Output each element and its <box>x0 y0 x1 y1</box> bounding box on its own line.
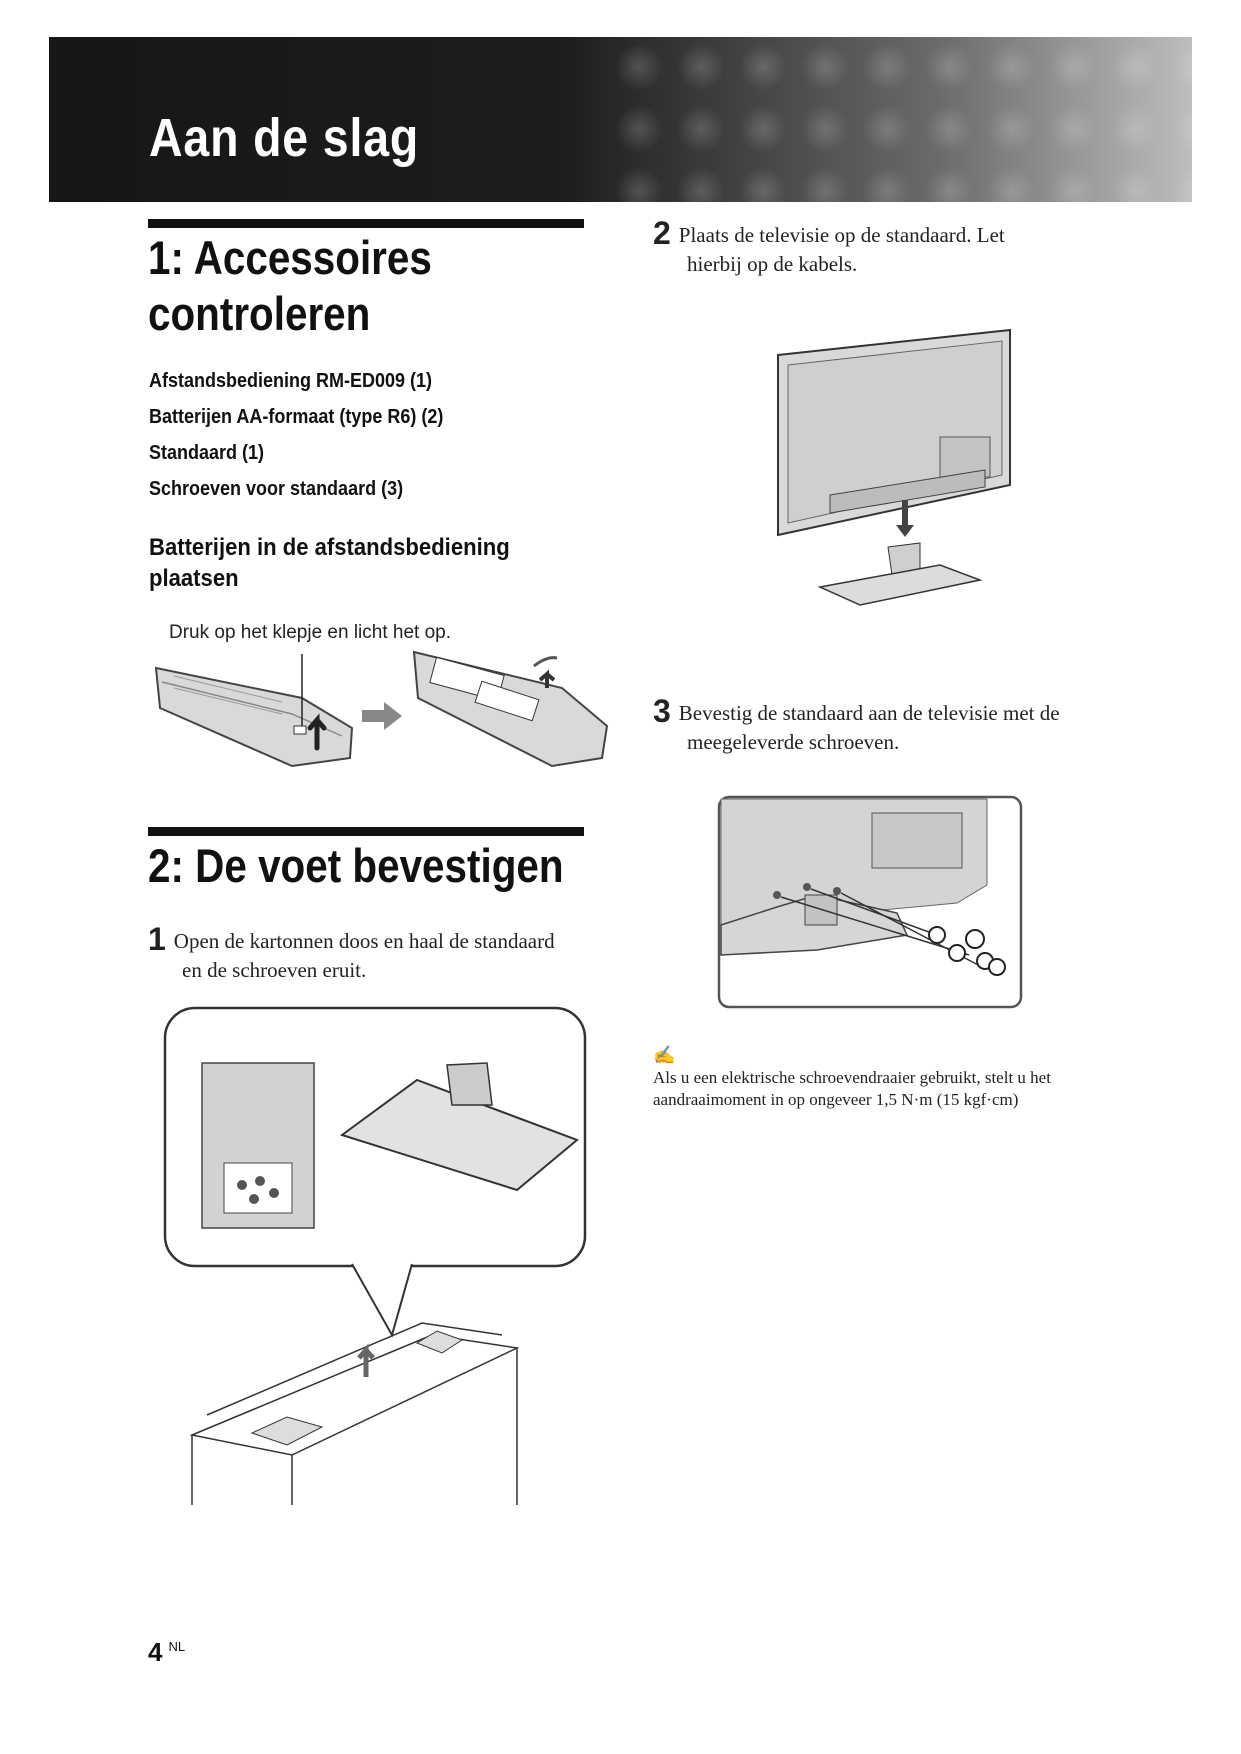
list-item: Batterijen AA-formaat (type R6) (2) <box>149 406 444 428</box>
note-pencil-icon: ✍ <box>653 1045 676 1065</box>
step-2 <box>653 215 1123 279</box>
battery-subheading: Batterijen in de afstandsbediening plaatsen <box>149 534 510 592</box>
box-unpacking-illustration <box>162 1005 592 1515</box>
screw-attach-illustration <box>717 795 1023 1009</box>
step-text-cont: meegeleverde schroeven. <box>687 730 900 754</box>
remote-caption: Druk op het klepje en licht het op. <box>169 622 452 643</box>
torque-note <box>653 1045 1113 1111</box>
list-item: Standaard (1) <box>149 442 265 464</box>
step-1 <box>148 921 598 985</box>
chapter-title: Aan de slag <box>149 108 420 168</box>
step-text-cont: hierbij op de kabels. <box>687 252 858 276</box>
step-number: 1 <box>148 921 166 957</box>
page-number <box>148 1637 185 1668</box>
section-rule <box>148 827 584 836</box>
note-text-line1: Als u een elektrische schroevendraaier gebruikt, stelt u het <box>653 1068 1051 1087</box>
section-rule <box>148 219 584 228</box>
step-3 <box>653 693 1123 757</box>
step-text: Bevestig de standaard aan de televisie met de <box>678 701 1060 725</box>
section-1-title-line2: controleren <box>148 287 371 340</box>
accessories-list <box>149 363 476 507</box>
list-item: Schroeven voor standaard (3) <box>149 478 404 500</box>
note-text-line2: aandraaimoment in op ongeveer 1,5 N·m (15 kgf·cm) <box>653 1090 1019 1109</box>
step-text-cont: en de schroeven eruit. <box>182 958 367 982</box>
section-1-title <box>148 230 432 342</box>
section-2-title: 2: De voet bevestigen <box>148 839 564 892</box>
page-number-value: 4 <box>148 1637 163 1667</box>
step-number: 2 <box>653 215 671 251</box>
list-item: Afstandsbediening RM-ED009 (1) <box>149 370 433 392</box>
chapter-banner <box>49 37 1192 202</box>
step-text: Plaats de televisie op de standaard. Let <box>678 223 1005 247</box>
remote-battery-illustration <box>152 648 612 798</box>
page-language: NL <box>168 1639 186 1654</box>
tv-on-stand-illustration <box>770 325 1020 615</box>
step-text: Open de kartonnen doos en haal de standaard <box>173 929 555 953</box>
section-1-title-line1: 1: Accessoires <box>148 231 432 284</box>
step-number: 3 <box>653 693 671 729</box>
